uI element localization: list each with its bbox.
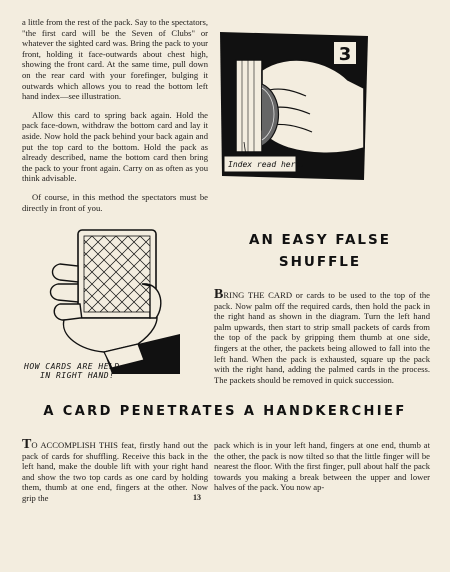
figure-3-number: 3 (338, 44, 352, 65)
caption-line-1: HOW CARDS ARE HELD (24, 362, 120, 371)
caption-line-2: IN RIGHT HAND! (40, 371, 115, 380)
section-2-dropcap: T (22, 437, 32, 452)
paragraph-1: a little from the rest of the pack. Say to the spectators, "the first card will be the Seven of Clubs" or whatever the sighted card was. Bring the pack to your front, holding it face-outwards about chest high, showing the front card. At the same time, pull down on the rear card with your forefinger, bulging it outwards which allows you to read the bottom left hand index—see illustration. (22, 17, 208, 102)
section-1-text: RING THE CARD or cards to be used to the top of the pack. Now palm off the required cards, then hold the pack in the right hand as shown in the diagram. Turn the left hand palm upwards, then start to strip small packets of cards from the top of the pack by gripping them thumb at one side, fingers at the other, the packets being allowed to fall into the left hand. When the pack is exhausted, square up the pack with the right hand, adding the palmed cards in the process. The packets should be removed in quick succession. (214, 290, 430, 385)
paragraph-3: Of course, in this method the spectators must be directly in front of you. (22, 191, 208, 213)
right-hand (53, 264, 79, 282)
section-1-heading-line-1: AN EASY FALSE (249, 232, 391, 248)
page-number: 13 (193, 493, 201, 502)
section-1-body (214, 287, 430, 385)
section-2-left-text: O ACCOMPLISH THIS feat, firstly hand out the pack of cards for shuffling. Receive this back in the left hand, make the double lift with your right hand and show the two top cards as one card by holding them, thumb at one end, fingers at the other. Now grip the (22, 440, 208, 503)
section-1-dropcap: B (214, 287, 224, 302)
section-2-right-text: pack which is in your left hand, fingers at one end, thumb at the other, the pack is now tilted so that the little finger will be nearest the floor. With the first finger, pull about half the pack towards you making a break between the upper and lower halves of the pack. You now ap- (214, 440, 430, 493)
hand-holding-cards-illustration (30, 226, 180, 374)
left-column-text (22, 17, 208, 213)
section-2-right-column (214, 440, 430, 493)
section-1-heading (210, 229, 430, 273)
pack-of-cards (236, 60, 262, 152)
index-label: Index read here. (228, 160, 306, 169)
hand-illustration-caption (24, 362, 174, 380)
paragraph-2: Allow this card to spring back again. Hold the pack face-down, withdraw the bottom card and lay it aside. Now hold the pack behind your back again and put the top card to the bottom. Hold the pack as already described, name the bottom card then bring the pack to your front again. Carry on as often as you think advisable. (22, 109, 208, 184)
section-1-heading-line-2: SHUFFLE (278, 254, 362, 270)
section-2-left-column (22, 437, 208, 504)
figure-3-illustration (218, 30, 370, 182)
section-2-heading: A CARD PENETRATES A HANDKERCHIEF (43, 404, 407, 419)
